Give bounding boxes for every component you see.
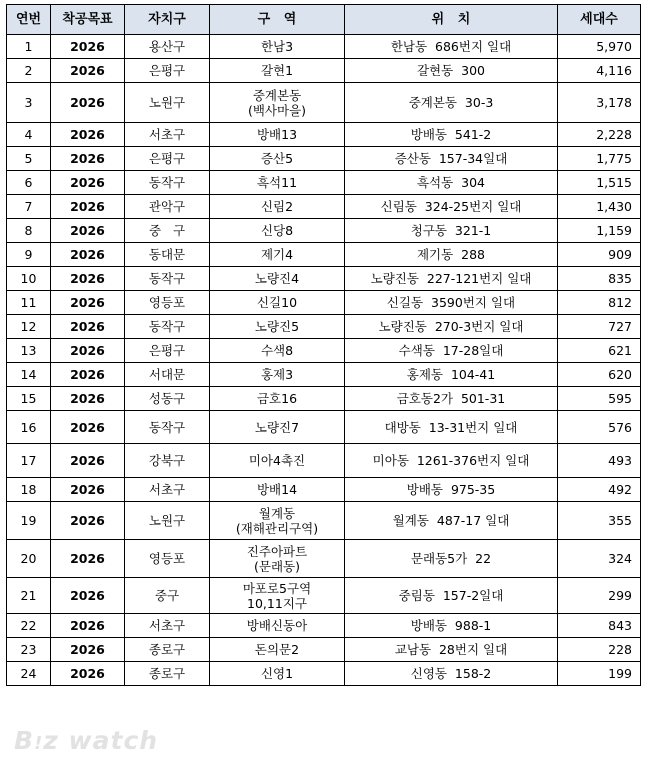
col-header-units: 세대수	[558, 5, 641, 35]
cell-district: 은평구	[125, 339, 210, 363]
cell-goal: 2026	[51, 59, 125, 83]
cell-location: 수색동 17-28일대	[345, 339, 558, 363]
cell-no: 4	[7, 123, 51, 147]
cell-location: 교남동 28번지 일대	[345, 638, 558, 662]
cell-zone: 갈현1	[210, 59, 345, 83]
cell-no: 22	[7, 614, 51, 638]
table-row	[7, 478, 641, 502]
cell-goal: 2026	[51, 614, 125, 638]
cell-units: 621	[558, 339, 641, 363]
cell-goal: 2026	[51, 267, 125, 291]
cell-units: 3,178	[558, 83, 641, 123]
cell-district: 종로구	[125, 662, 210, 686]
cell-district: 성동구	[125, 387, 210, 411]
cell-district: 서대문	[125, 363, 210, 387]
cell-no: 23	[7, 638, 51, 662]
cell-district: 종로구	[125, 638, 210, 662]
table-row	[7, 339, 641, 363]
cell-district: 노원구	[125, 83, 210, 123]
redevelopment-table	[6, 4, 641, 686]
table-row	[7, 123, 641, 147]
table-row	[7, 540, 641, 578]
cell-no: 14	[7, 363, 51, 387]
table-row	[7, 243, 641, 267]
cell-zone: 방배14	[210, 478, 345, 502]
cell-zone: 진주아파트 (문래동)	[210, 540, 345, 578]
cell-no: 13	[7, 339, 51, 363]
table-row	[7, 578, 641, 614]
cell-district: 강북구	[125, 444, 210, 478]
cell-district: 영등포	[125, 291, 210, 315]
table-row	[7, 638, 641, 662]
cell-district: 중 구	[125, 219, 210, 243]
cell-units: 835	[558, 267, 641, 291]
cell-location: 제기동 288	[345, 243, 558, 267]
cell-units: 909	[558, 243, 641, 267]
cell-units: 493	[558, 444, 641, 478]
cell-zone: 한남3	[210, 35, 345, 59]
cell-no: 5	[7, 147, 51, 171]
cell-goal: 2026	[51, 662, 125, 686]
cell-no: 16	[7, 411, 51, 444]
cell-units: 2,228	[558, 123, 641, 147]
table-row	[7, 363, 641, 387]
cell-no: 19	[7, 502, 51, 540]
cell-location: 증산동 157-34일대	[345, 147, 558, 171]
cell-zone: 돈의문2	[210, 638, 345, 662]
cell-zone: 미아4촉진	[210, 444, 345, 478]
cell-zone: 흑석11	[210, 171, 345, 195]
cell-location: 방배동 988-1	[345, 614, 558, 638]
cell-district: 동대문	[125, 243, 210, 267]
table-row	[7, 387, 641, 411]
cell-goal: 2026	[51, 540, 125, 578]
cell-district: 서초구	[125, 478, 210, 502]
cell-units: 299	[558, 578, 641, 614]
cell-goal: 2026	[51, 219, 125, 243]
cell-location: 대방동 13-31번지 일대	[345, 411, 558, 444]
cell-district: 은평구	[125, 59, 210, 83]
cell-zone: 증산5	[210, 147, 345, 171]
cell-goal: 2026	[51, 35, 125, 59]
col-header-district: 자치구	[125, 5, 210, 35]
cell-units: 1,775	[558, 147, 641, 171]
cell-zone: 신당8	[210, 219, 345, 243]
col-header-no: 연번	[7, 5, 51, 35]
cell-location: 문래동5가 22	[345, 540, 558, 578]
cell-district: 서초구	[125, 614, 210, 638]
watermark-logo: B!z watch	[14, 726, 159, 755]
cell-units: 4,116	[558, 59, 641, 83]
table-row	[7, 614, 641, 638]
cell-location: 노량진동 227-121번지 일대	[345, 267, 558, 291]
cell-zone: 신영1	[210, 662, 345, 686]
cell-goal: 2026	[51, 363, 125, 387]
cell-units: 1,159	[558, 219, 641, 243]
cell-units: 228	[558, 638, 641, 662]
cell-units: 812	[558, 291, 641, 315]
cell-zone: 중계본동 (백사마을)	[210, 83, 345, 123]
cell-zone: 월계동 (재해관리구역)	[210, 502, 345, 540]
cell-goal: 2026	[51, 444, 125, 478]
cell-zone: 방배신동아	[210, 614, 345, 638]
cell-zone: 신길10	[210, 291, 345, 315]
cell-zone: 제기4	[210, 243, 345, 267]
cell-zone: 홍제3	[210, 363, 345, 387]
cell-zone: 노량진5	[210, 315, 345, 339]
table-row	[7, 662, 641, 686]
cell-location: 신길동 3590번지 일대	[345, 291, 558, 315]
table-row	[7, 195, 641, 219]
table-row	[7, 147, 641, 171]
cell-district: 관악구	[125, 195, 210, 219]
cell-no: 12	[7, 315, 51, 339]
cell-no: 8	[7, 219, 51, 243]
cell-no: 18	[7, 478, 51, 502]
cell-no: 21	[7, 578, 51, 614]
table-row	[7, 83, 641, 123]
cell-no: 11	[7, 291, 51, 315]
cell-location: 청구동 321-1	[345, 219, 558, 243]
cell-zone: 마포로5구역 10,11지구	[210, 578, 345, 614]
cell-goal: 2026	[51, 123, 125, 147]
cell-goal: 2026	[51, 171, 125, 195]
cell-units: 727	[558, 315, 641, 339]
cell-goal: 2026	[51, 243, 125, 267]
cell-zone: 방배13	[210, 123, 345, 147]
cell-units: 492	[558, 478, 641, 502]
cell-location: 한남동 686번지 일대	[345, 35, 558, 59]
table-row	[7, 35, 641, 59]
table-row	[7, 315, 641, 339]
cell-zone: 금호16	[210, 387, 345, 411]
cell-location: 갈현동 300	[345, 59, 558, 83]
cell-district: 노원구	[125, 502, 210, 540]
col-header-goal: 착공목표	[51, 5, 125, 35]
cell-units: 843	[558, 614, 641, 638]
table-row	[7, 411, 641, 444]
table-row	[7, 444, 641, 478]
cell-district: 중구	[125, 578, 210, 614]
cell-units: 355	[558, 502, 641, 540]
header-row	[7, 5, 641, 35]
cell-location: 방배동 975-35	[345, 478, 558, 502]
cell-district: 은평구	[125, 147, 210, 171]
cell-location: 미아동 1261-376번지 일대	[345, 444, 558, 478]
col-header-zone: 구 역	[210, 5, 345, 35]
cell-units: 576	[558, 411, 641, 444]
cell-units: 324	[558, 540, 641, 578]
table-row	[7, 291, 641, 315]
cell-no: 24	[7, 662, 51, 686]
cell-district: 용산구	[125, 35, 210, 59]
cell-goal: 2026	[51, 83, 125, 123]
cell-goal: 2026	[51, 478, 125, 502]
cell-location: 월계동 487-17 일대	[345, 502, 558, 540]
cell-no: 10	[7, 267, 51, 291]
table-row	[7, 267, 641, 291]
cell-zone: 신림2	[210, 195, 345, 219]
cell-district: 동작구	[125, 315, 210, 339]
cell-zone: 노량진4	[210, 267, 345, 291]
cell-location: 홍제동 104-41	[345, 363, 558, 387]
cell-location: 신영동 158-2	[345, 662, 558, 686]
cell-location: 중림동 157-2일대	[345, 578, 558, 614]
table-row	[7, 171, 641, 195]
cell-goal: 2026	[51, 147, 125, 171]
cell-units: 595	[558, 387, 641, 411]
cell-goal: 2026	[51, 291, 125, 315]
cell-district: 영등포	[125, 540, 210, 578]
cell-units: 1,515	[558, 171, 641, 195]
cell-no: 20	[7, 540, 51, 578]
cell-no: 15	[7, 387, 51, 411]
cell-location: 방배동 541-2	[345, 123, 558, 147]
cell-district: 동작구	[125, 171, 210, 195]
cell-goal: 2026	[51, 578, 125, 614]
cell-location: 흑석동 304	[345, 171, 558, 195]
cell-units: 199	[558, 662, 641, 686]
cell-goal: 2026	[51, 638, 125, 662]
cell-goal: 2026	[51, 411, 125, 444]
cell-location: 신림동 324-25번지 일대	[345, 195, 558, 219]
cell-location: 금호동2가 501-31	[345, 387, 558, 411]
cell-goal: 2026	[51, 315, 125, 339]
cell-goal: 2026	[51, 502, 125, 540]
cell-goal: 2026	[51, 387, 125, 411]
cell-district: 동작구	[125, 267, 210, 291]
cell-no: 3	[7, 83, 51, 123]
cell-units: 5,970	[558, 35, 641, 59]
cell-units: 620	[558, 363, 641, 387]
table-row	[7, 59, 641, 83]
cell-no: 9	[7, 243, 51, 267]
cell-district: 동작구	[125, 411, 210, 444]
cell-no: 6	[7, 171, 51, 195]
cell-units: 1,430	[558, 195, 641, 219]
cell-no: 1	[7, 35, 51, 59]
cell-no: 2	[7, 59, 51, 83]
cell-zone: 노량진7	[210, 411, 345, 444]
cell-goal: 2026	[51, 339, 125, 363]
table-row	[7, 219, 641, 243]
col-header-location: 위 치	[345, 5, 558, 35]
cell-location: 노량진동 270-3번지 일대	[345, 315, 558, 339]
cell-location: 중계본동 30-3	[345, 83, 558, 123]
cell-no: 7	[7, 195, 51, 219]
cell-zone: 수색8	[210, 339, 345, 363]
cell-goal: 2026	[51, 195, 125, 219]
cell-district: 서초구	[125, 123, 210, 147]
cell-no: 17	[7, 444, 51, 478]
table-row	[7, 502, 641, 540]
